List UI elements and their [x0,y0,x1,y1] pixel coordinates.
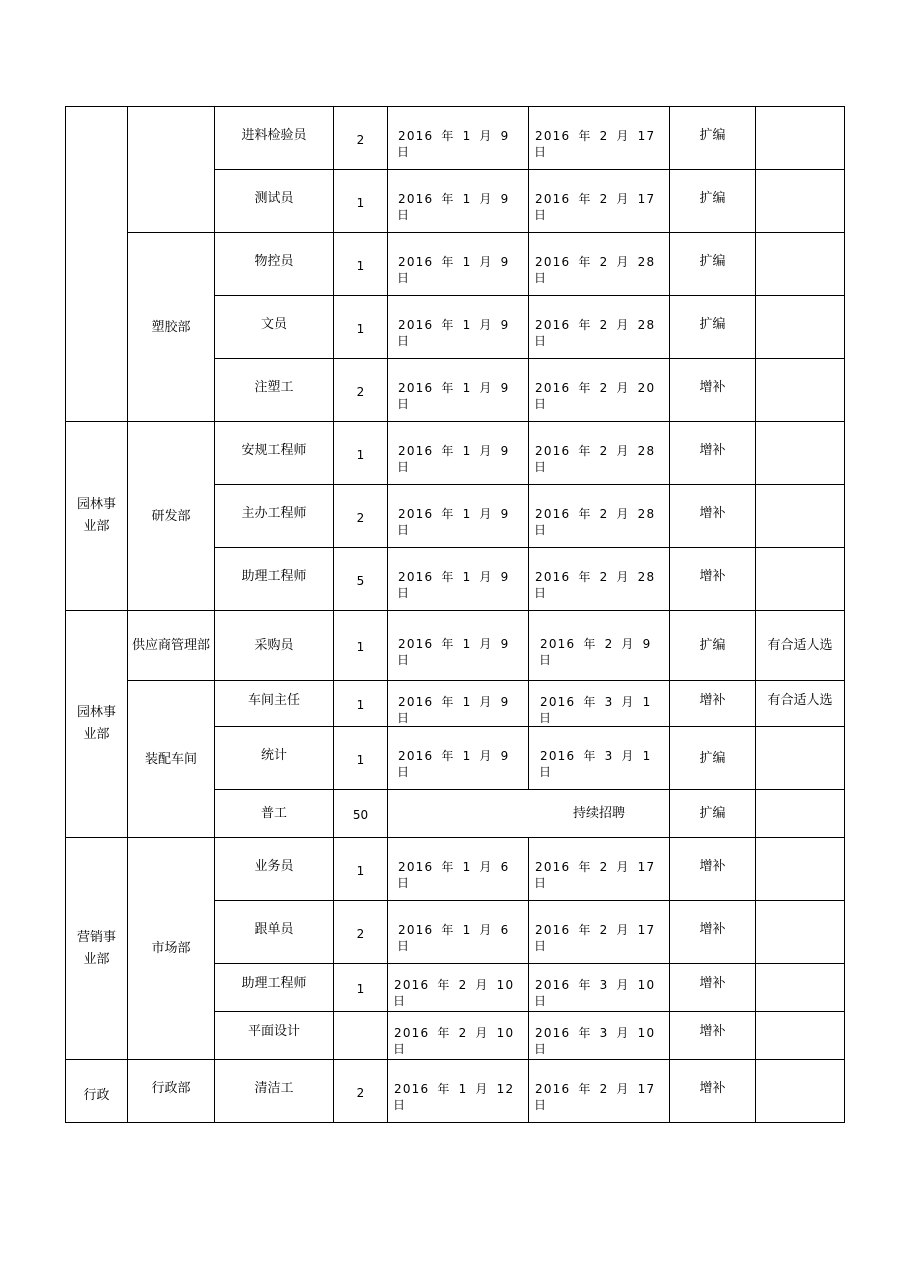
headcount-cell: 1 [334,838,388,901]
headcount-cell: 1 [334,170,388,233]
end-date-cell: 2016 年 2 月 17 日 [529,107,670,170]
end-date-cell: 2016 年 2 月 28 日 [529,548,670,611]
reason-cell: 增补 [670,485,756,548]
reason-cell: 扩编 [670,727,756,790]
headcount-cell: 1 [334,964,388,1012]
headcount-cell: 2 [334,485,388,548]
note-cell [756,233,845,296]
headcount-cell: 5 [334,548,388,611]
start-date-cell: 2016 年 1 月 6 日 [388,838,529,901]
position-cell: 业务员 [215,838,334,901]
note-cell [756,170,845,233]
table-row [66,107,845,170]
start-date-cell: 2016 年 1 月 9 日 [388,727,529,790]
table-row [66,1060,845,1123]
position-cell: 进料检验员 [215,107,334,170]
end-date-cell: 持续招聘 [388,790,670,838]
end-date-cell: 2016 年 2 月 17 日 [529,1060,670,1123]
end-date-cell: 2016 年 2 月 28 日 [529,422,670,485]
position-cell: 统计 [215,727,334,790]
reason-cell: 增补 [670,422,756,485]
headcount-cell: 2 [334,1060,388,1123]
note-cell [756,901,845,964]
note-cell [756,296,845,359]
table-row [66,838,845,901]
position-cell: 平面设计 [215,1012,334,1060]
reason-cell: 扩编 [670,233,756,296]
end-date-cell: 2016 年 2 月 28 日 [529,233,670,296]
position-cell: 车间主任 [215,681,334,727]
reason-cell: 增补 [670,1012,756,1060]
position-cell: 文员 [215,296,334,359]
headcount-cell [334,1012,388,1060]
end-date-cell: 2016 年 2 月 9 日 [529,611,670,681]
headcount-cell: 1 [334,727,388,790]
end-date-cell: 2016 年 3 月 1 日 [529,681,670,727]
department-cell: 市场部 [128,838,215,1060]
start-date-cell: 2016 年 1 月 6 日 [388,901,529,964]
note-cell [756,727,845,790]
end-date-cell: 2016 年 2 月 20 日 [529,359,670,422]
headcount-cell: 1 [334,233,388,296]
headcount-cell: 2 [334,359,388,422]
department-cell [128,107,215,233]
start-date-cell: 2016 年 1 月 12 日 [388,1060,529,1123]
headcount-cell: 1 [334,681,388,727]
start-date-cell: 2016 年 1 月 9 日 [388,296,529,359]
reason-cell: 增补 [670,901,756,964]
reason-cell: 增补 [670,681,756,727]
position-cell: 安规工程师 [215,422,334,485]
start-date-cell: 2016 年 2 月 10 日 [388,964,529,1012]
note-cell [756,964,845,1012]
reason-cell: 增补 [670,548,756,611]
note-cell [756,422,845,485]
position-cell: 跟单员 [215,901,334,964]
position-cell: 普工 [215,790,334,838]
note-cell [756,485,845,548]
reason-cell: 扩编 [670,296,756,359]
end-date-cell: 2016 年 3 月 10 日 [529,964,670,1012]
note-cell: 有合适人选 [756,611,845,681]
division-cell [66,107,128,422]
note-cell: 有合适人选 [756,681,845,727]
note-cell [756,790,845,838]
start-date-cell: 2016 年 1 月 9 日 [388,548,529,611]
reason-cell: 增补 [670,1060,756,1123]
department-cell: 装配车间 [128,681,215,838]
start-date-cell: 2016 年 1 月 9 日 [388,359,529,422]
division-cell: 行政 [66,1060,128,1123]
end-date-cell: 2016 年 2 月 17 日 [529,838,670,901]
headcount-cell: 50 [334,790,388,838]
position-cell: 主办工程师 [215,485,334,548]
end-date-cell: 2016 年 2 月 17 日 [529,901,670,964]
department-cell: 塑胶部 [128,233,215,422]
reason-cell: 增补 [670,838,756,901]
position-cell: 测试员 [215,170,334,233]
note-cell [756,548,845,611]
end-date-cell: 2016 年 3 月 1 日 [529,727,670,790]
recruitment-table [65,106,845,1123]
division-cell: 园林事业部 [66,422,128,611]
position-cell: 采购员 [215,611,334,681]
start-date-cell: 2016 年 1 月 9 日 [388,611,529,681]
start-date-cell: 2016 年 2 月 10 日 [388,1012,529,1060]
position-cell: 清洁工 [215,1060,334,1123]
reason-cell: 扩编 [670,790,756,838]
reason-cell: 扩编 [670,170,756,233]
department-cell: 供应商管理部 [128,611,215,681]
start-date-cell: 2016 年 1 月 9 日 [388,170,529,233]
start-date-cell: 2016 年 1 月 9 日 [388,422,529,485]
start-date-cell: 2016 年 1 月 9 日 [388,681,529,727]
note-cell [756,107,845,170]
headcount-cell: 1 [334,296,388,359]
reason-cell: 扩编 [670,107,756,170]
department-cell: 行政部 [128,1060,215,1123]
reason-cell: 增补 [670,964,756,1012]
reason-cell: 扩编 [670,611,756,681]
start-date-cell: 2016 年 1 月 9 日 [388,485,529,548]
table-row [66,681,845,727]
start-date-cell: 2016 年 1 月 9 日 [388,233,529,296]
headcount-cell: 2 [334,107,388,170]
note-cell [756,1012,845,1060]
note-cell [756,359,845,422]
position-cell: 物控员 [215,233,334,296]
department-cell: 研发部 [128,422,215,611]
table-row [66,422,845,485]
reason-cell: 增补 [670,359,756,422]
table-row [66,611,845,681]
table-row [66,233,845,296]
note-cell [756,838,845,901]
note-cell [756,1060,845,1123]
division-cell: 园林事业部 [66,611,128,838]
end-date-cell: 2016 年 2 月 28 日 [529,296,670,359]
end-date-cell: 2016 年 3 月 10 日 [529,1012,670,1060]
division-cell: 营销事业部 [66,838,128,1060]
end-date-cell: 2016 年 2 月 28 日 [529,485,670,548]
position-cell: 注塑工 [215,359,334,422]
position-cell: 助理工程师 [215,964,334,1012]
headcount-cell: 1 [334,611,388,681]
end-date-cell: 2016 年 2 月 17 日 [529,170,670,233]
headcount-cell: 2 [334,901,388,964]
start-date-cell: 2016 年 1 月 9 日 [388,107,529,170]
position-cell: 助理工程师 [215,548,334,611]
headcount-cell: 1 [334,422,388,485]
